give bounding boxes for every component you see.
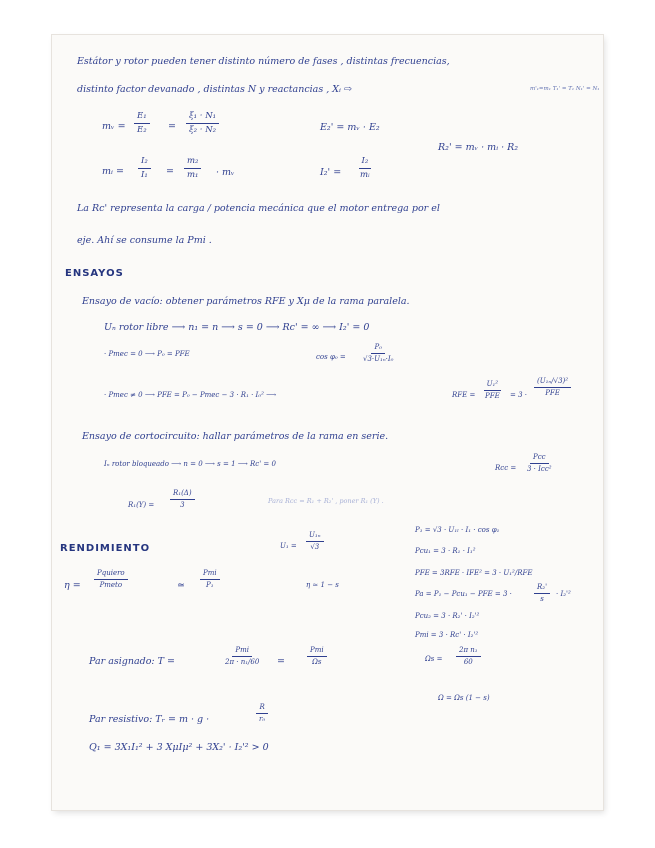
pmec-nonzero-line: · Pmec ≠ 0 ⟶ PFE = P₀ − Pmec − 3 · R₁ · I₀² ⟶ — [104, 391, 277, 399]
power-pa-fraction: $\frac{\text{R₂'}}{s}$ — [534, 584, 550, 603]
section-heading-rendimiento: RENDIMIENTO — [60, 543, 151, 554]
r1y-fraction: $\frac{\text{R₁(Δ)}}{3}$ — [170, 490, 195, 509]
omega-s-fraction: $\frac{\text{2π n₁}}{60}$ — [456, 647, 481, 666]
mi-tail: · mᵥ — [216, 167, 235, 178]
section-heading-ensayos: ENSAYOS — [65, 268, 124, 279]
i2-prime-label: I₂' = — [320, 167, 342, 178]
u1-label: U₁ = — [280, 542, 297, 550]
rcc-fraction: Pcc 3 · Icc² — [527, 453, 552, 473]
mi-fraction-m: $\frac{\text{m₂}}{\text{m₁}}$ — [184, 157, 201, 179]
cc-chain: Iₙ rotor bloqueado ⟶ n = 0 ⟶ s = 1 ⟶ Rc' = 0 — [104, 460, 276, 468]
para-note: Para Rcc = R₁ + R₂' , poner R₁ (Y) . — [268, 497, 384, 505]
power-pfe: PFE = 3RFE · IFE² = 3 · U₁²/RFE — [415, 569, 533, 577]
reactive-power-equation: Q₁ = 3X₁I₁² + 3 XμIμ² + 3X₂' · I₂'² > 0 — [89, 742, 269, 753]
omega-equation: Ω = Ωs (1 − s) — [438, 694, 490, 702]
page-content — [52, 35, 603, 810]
power-pmi: Pmi = 3 · Rc' · I₂'² — [415, 631, 479, 639]
r2-prime-equation: R₂' = mᵥ · mᵢ · R₂ — [438, 142, 519, 153]
mv-label: mᵥ = — [102, 121, 126, 132]
par-fraction-1: Pmi 2π · n₁/60 — [225, 646, 260, 666]
cos-phi-label: cos φ₀ = — [316, 353, 346, 361]
power-pa-tail: · I₂'² — [556, 590, 571, 598]
mv-fraction-e: $\frac{\text{E₁}}{\text{E₂}}$ — [134, 112, 150, 134]
omega-s-label: Ωs = — [425, 655, 443, 663]
power-pcu1: Pcu₁ = 3 · R₁ · I₁² — [415, 547, 476, 555]
mi-label: mᵢ = — [102, 166, 124, 177]
rc-paragraph-line-2: eje. Ahí se consume la Pmi . — [77, 235, 212, 246]
notebook-page — [52, 35, 603, 810]
intro-line-2: distinto factor devanado , distintas N y reactancias , Xᵢ ⇨ — [77, 84, 352, 95]
par-asignado-label: Par asignado: T = — [89, 656, 175, 667]
par-equals: = — [277, 656, 285, 667]
rc-paragraph-line-1: La Rc' representa la carga / potencia mecánica que el motor entrega por el — [77, 203, 440, 214]
rfe-fraction-2: (U₁ₙ/√3)² PFE — [534, 378, 571, 397]
i2-prime-fraction: $\frac{\text{I₂}}{\text{mᵢ}}$ — [360, 156, 370, 180]
rcc-label: Rcc = — [495, 464, 517, 472]
eta-approx: ≃ — [177, 580, 185, 591]
power-p1: P₁ = √3 · U₁ₗ · I₁ · cos φ₁ — [415, 526, 500, 534]
rfe-label: RFE = — [452, 391, 476, 399]
eta-fraction: Pquiero Pmeto — [94, 570, 128, 589]
par-resistivo-fraction: $\frac{R}{\text{r₀}}$ — [256, 704, 268, 723]
par-resistivo-label: Par resistivo: Tᵣ = m · g · — [89, 714, 210, 725]
ratio-note: m'₁=m₁ T₁' = T₁ N₁' = N₁ — [530, 86, 600, 92]
pmec-zero-line: · Pmec = 0 ⟶ P₀ = PFE — [104, 350, 190, 358]
mi-equals: = — [166, 166, 174, 177]
rfe-equals-three: = 3 · — [510, 391, 527, 399]
intro-line-1: Estátor y rotor pueden tener distinto número de fases , distintas frecuencias, — [77, 56, 450, 67]
mi-fraction-i: $\frac{\text{I₂}}{\text{I₁}}$ — [138, 157, 151, 179]
e2-prime-equation: E₂' = mᵥ · E₂ — [320, 122, 380, 133]
r1y-label: R₁(Y) = — [128, 501, 155, 509]
eta-fraction-2: Pmi P₁ — [200, 570, 220, 589]
mv-fraction-xi: $\frac{\text{ξ₁ · N₁}}{\text{ξ₂ · N₂}}$ — [186, 112, 219, 134]
rfe-fraction-1: U₁² PFE — [485, 380, 500, 400]
cc-title: Ensayo de cortocircuito: hallar parámetros de la rama en serie. — [82, 431, 389, 442]
eta-label: η = — [64, 580, 81, 591]
vacio-chain: Uₙ rotor libre ⟶ n₁ = n ⟶ s = 0 ⟶ Rc' = ∞ ⟶ I₂' = 0 — [104, 322, 370, 333]
mv-equals: = — [168, 121, 176, 132]
vacio-title: Ensayo de vacío: obtener parámetros RFE y Xμ de la rama paralela. — [82, 296, 410, 307]
cos-phi-fraction: $\frac{\text{P₀}}{\text{√3·U₁ₙ·I₀}}$ — [363, 343, 394, 363]
power-pcu2: Pcu₂ = 3 · R₂' · I₂'² — [415, 612, 480, 620]
u1-fraction: $\frac{\text{U₁ₙ}}{√3}$ — [306, 532, 324, 551]
power-pa: Pa = P₁ − Pcu₁ − PFE = 3 · — [415, 590, 512, 598]
eta-slip-approx: η ≃ 1 − s — [306, 581, 339, 589]
par-fraction-2: Pmi Ωs — [307, 647, 327, 666]
